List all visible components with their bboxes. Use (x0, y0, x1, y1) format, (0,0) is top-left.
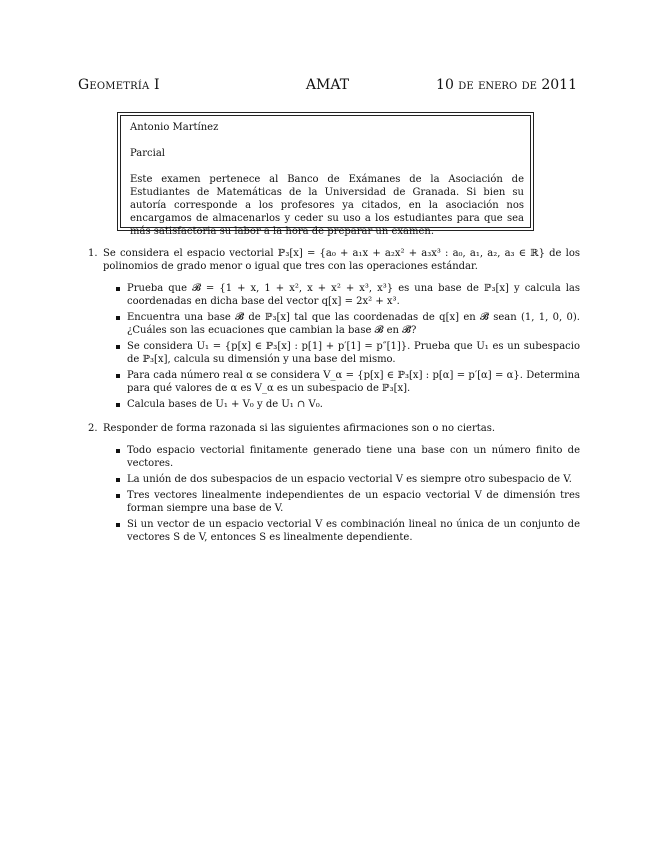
subquestion-list (103, 282, 580, 411)
list-item (103, 444, 580, 470)
course-name: Geometría I (78, 77, 160, 93)
list-item (103, 369, 580, 395)
bullet-icon (116, 374, 120, 378)
item-text: La unión de dos subespacios de un espacio vectorial V es siempre otro subespacio de V. (127, 474, 572, 485)
author-initials: AMAT (305, 77, 350, 93)
bullet-icon (116, 316, 120, 320)
problem-list (88, 247, 580, 547)
list-item (103, 311, 580, 337)
info-box-inner (120, 115, 531, 237)
item-text: Calcula bases de U₁ + V₀ y de U₁ ∩ V₀. (127, 399, 323, 410)
bullet-icon (116, 478, 120, 482)
problem-number: 1. (88, 248, 98, 259)
list-item (103, 340, 580, 366)
disclaimer-text: Este examen pertenece al Banco de Exámanes de la Asociación de Estudiantes de Matemáticas de la Universidad de Granada. Si bien su autoría corresponde a los profesores ya citados, en la asociación nos encargamos de almacenarlos y ceder su uso a los estudiantes para que sea más satisfactoria su labor a la hora de preparar un examen. (130, 174, 524, 237)
problem-statement: Se considera el espacio vectorial ℙ₃[x] = {a₀ + a₁x + a₂x² + a₃x³ : a₀, a₁, a₂, a₃ ∈ ℝ} de los polinomios de grado menor o igual que tres con las operaciones estándar. (103, 248, 580, 272)
list-item (103, 489, 580, 515)
problem-number: 2. (88, 423, 98, 434)
page-header (78, 77, 577, 95)
item-text: Prueba que 𝓑 = {1 + x, 1 + x², x + x² + x³, x³} es una base de ℙ₃[x] y calcula las coordenadas en dicha base del vector q[x] = 2x² + x³. (127, 283, 580, 307)
bullet-icon (116, 494, 120, 498)
list-item (103, 518, 580, 544)
list-item (103, 282, 580, 308)
problem-statement: Responder de forma razonada si las siguientes afirmaciones son o no ciertas. (103, 423, 496, 434)
bullet-icon (116, 523, 120, 527)
problem-1 (88, 247, 580, 411)
list-item (103, 398, 580, 411)
bullet-icon (116, 403, 120, 407)
bullet-icon (116, 287, 120, 291)
item-text: Si un vector de un espacio vectorial V es combinación lineal no única de un conjunto de vectores S de V, entonces S es linealmente dependiente. (127, 519, 580, 543)
item-text: Para cada número real α se considera V_α = {p[x] ∈ ℙ₃[x] : p[α] = p′[α] = α}. Determina para qué valores de α es V_α es un subespacio de ℙ₃[x]. (127, 370, 580, 394)
item-text: Se considera U₁ = {p[x] ∈ ℙ₃[x] : p[1] + p′[1] = p″[1]}. Prueba que U₁ es un subespacio de ℙ₃[x], calcula su dimensión y una base del mismo. (127, 341, 580, 365)
info-box (117, 112, 534, 237)
list-item (103, 473, 580, 486)
author-name: Antonio Martínez (130, 122, 219, 133)
bullet-icon (116, 345, 120, 349)
exam-type: Parcial (130, 148, 165, 159)
item-text: Todo espacio vectorial finitamente generado tiene una base con un número finito de vectores. (127, 445, 580, 469)
item-text: Tres vectores linealmente independientes de un espacio vectorial V de dimensión tres forman siempre una base de V. (127, 490, 580, 514)
problem-2 (88, 422, 580, 544)
exam-date: 10 de enero de 2011 (436, 77, 577, 93)
bullet-icon (116, 449, 120, 453)
subquestion-list (103, 444, 580, 544)
item-text: Encuentra una base 𝓑̃ de ℙ₃[x] tal que las coordenadas de q[x] en 𝓑̃ sean (1, 1, 0, 0). ¿Cuáles son las ecuaciones que cambian la base 𝓑 en 𝓑̃? (127, 312, 580, 336)
